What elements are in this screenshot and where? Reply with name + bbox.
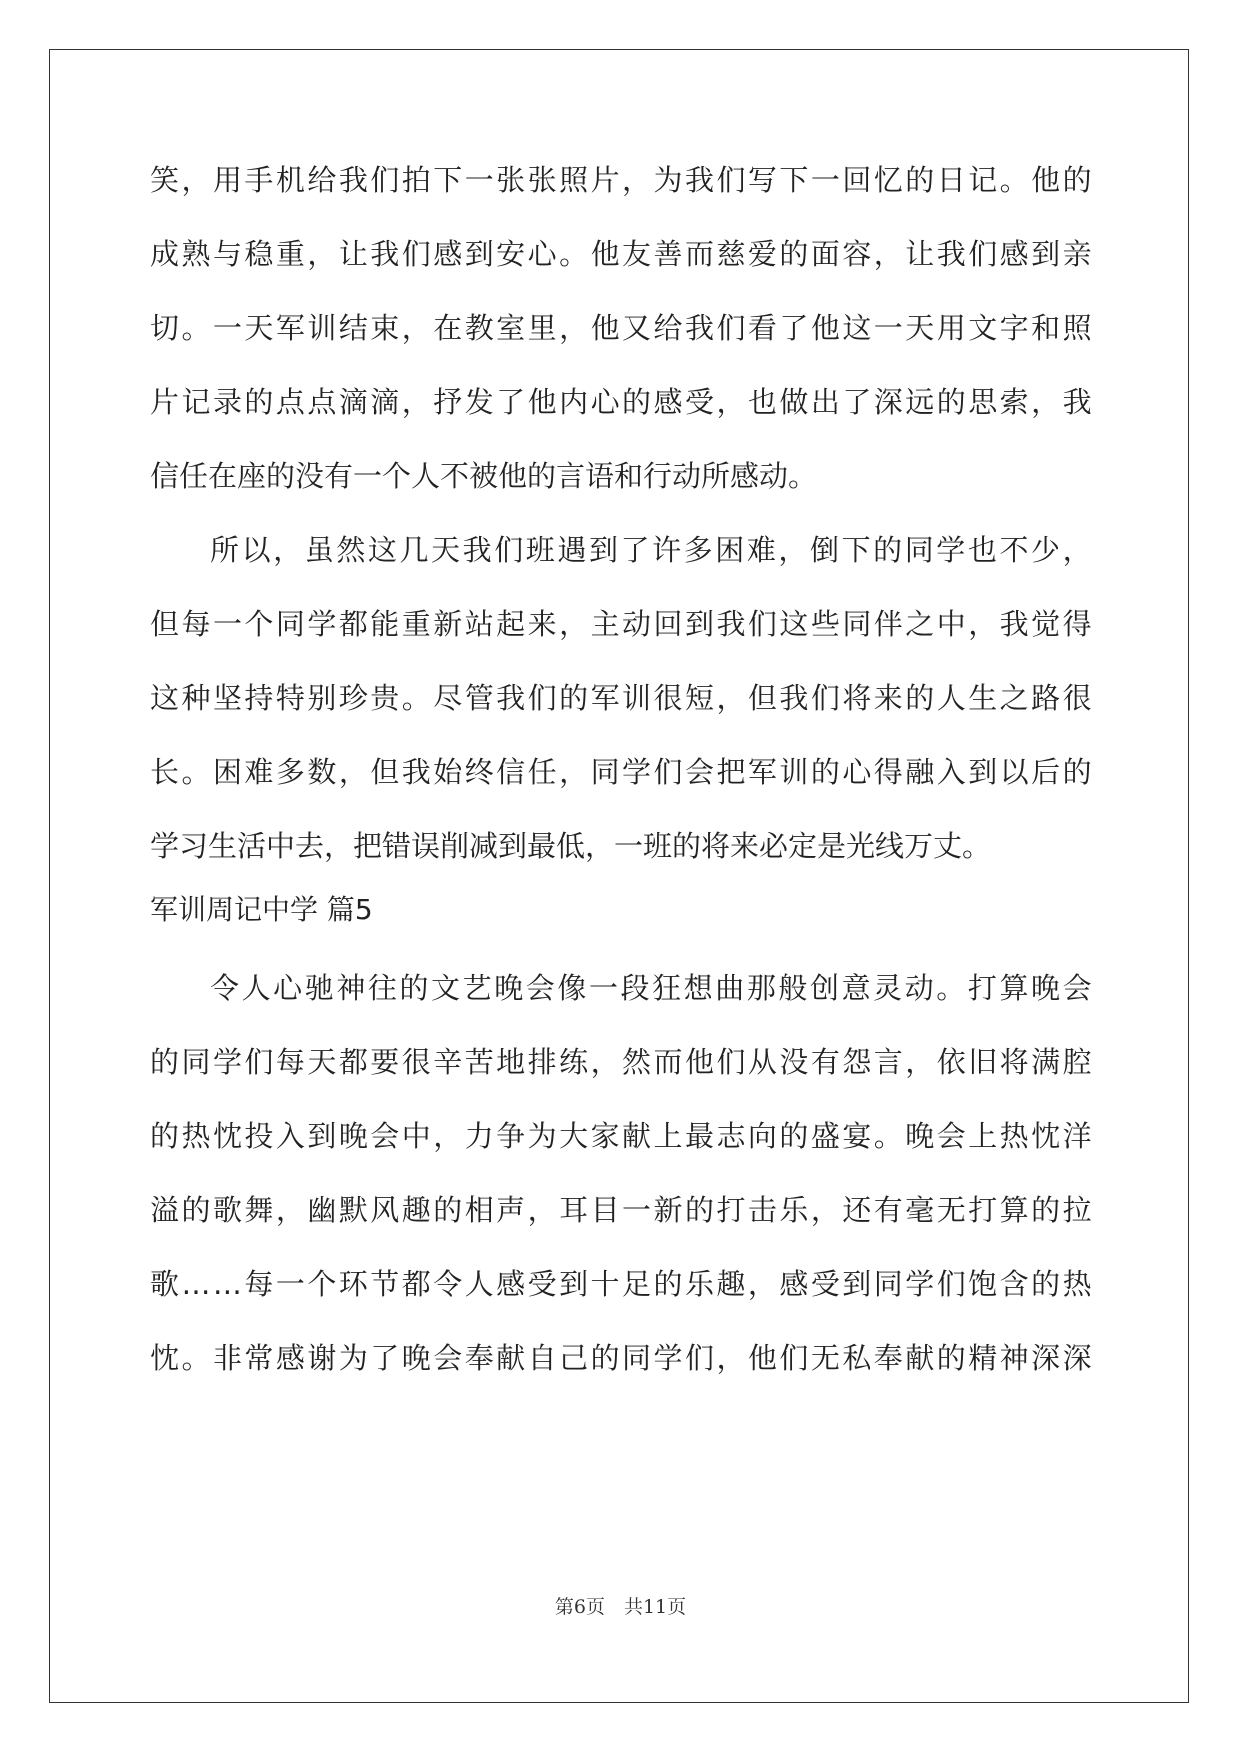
text-line: 这 种 坚 持 特 别 珍 贵 。 尽 管 我 们 的 军 训 很 短 ， 但 我 们 将 来 的 人 生 之 路 很 [150,681,1092,715]
text-line: 学习生活中去，把错误削减到最低，一班的将来必定是光线万丈。 [150,829,992,863]
text-line: 忱 。 非 常 感 谢 为 了 晚 会 奉 献 自 己 的 同 学 们 ， 他 们 无 私 奉 献 的 精 神 深 深 [150,1341,1092,1375]
page-number-footer: 第6页 共11页 [554,1596,687,1618]
section-heading: 军训周记中学 篇5 [150,893,373,926]
page-border [49,49,1189,1703]
text-line: 长 。 困 难 多 数 ， 但 我 始 终 信 任 ， 同 学 们 会 把 军 训 的 心 得 融 入 到 以 后 的 [150,755,1092,789]
text-line: 信任在座的没有一个人不被他的言语和行动所感动。 [150,459,818,493]
text-line: 溢 的 歌 舞 ， 幽 默 风 趣 的 相 声 ， 耳 目 一 新 的 打 击 乐 ， 还 有 毫 无 打 算 的 拉 [150,1193,1092,1227]
text-line: 的 热 忱 投 入 到 晚 会 中 ， 力 争 为 大 家 献 上 最 志 向 的 盛 宴 。 晚 会 上 热 忱 洋 [150,1119,1092,1153]
text-line: 切 。 一 天 军 训 结 束 ， 在 教 室 里 ， 他 又 给 我 们 看 了 他 这 一 天 用 文 字 和 照 [150,311,1092,345]
text-line: 但 每 一 个 同 学 都 能 重 新 站 起 来 ， 主 动 回 到 我 们 这 些 同 伴 之 中 ， 我 觉 得 [150,607,1092,641]
text-line: 笑 ， 用 手 机 给 我 们 拍 下 一 张 张 照 片 ， 为 我 们 写 下 一 回 忆 的 日 记 。 他 的 [150,163,1092,197]
text-line: 令 人 心 驰 神 往 的 文 艺 晚 会 像 一 段 狂 想 曲 那 般 创 意 灵 动 。 打 算 晚 会 [210,971,1092,1005]
text-line: 成 熟 与 稳 重 ， 让 我 们 感 到 安 心 。 他 友 善 而 慈 爱 的 面 容 ， 让 我 们 感 到 亲 [150,237,1092,271]
text-line: 片 记 录 的 点 点 滴 滴 ， 抒 发 了 他 内 心 的 感 受 ， 也 做 出 了 深 远 的 思 索 ， 我 [150,385,1092,419]
text-line: 所 以 ， 虽 然 这 几 天 我 们 班 遇 到 了 许 多 困 难 ， 倒 下 的 同 学 也 不 少 ， [210,533,1092,567]
text-line: 的 同 学 们 每 天 都 要 很 辛 苦 地 排 练 ， 然 而 他 们 从 没 有 怨 言 ， 依 旧 将 满 腔 [150,1045,1092,1079]
text-line: 歌 … … 每 一 个 环 节 都 令 人 感 受 到 十 足 的 乐 趣 ， 感 受 到 同 学 们 饱 含 的 热 [150,1267,1092,1301]
